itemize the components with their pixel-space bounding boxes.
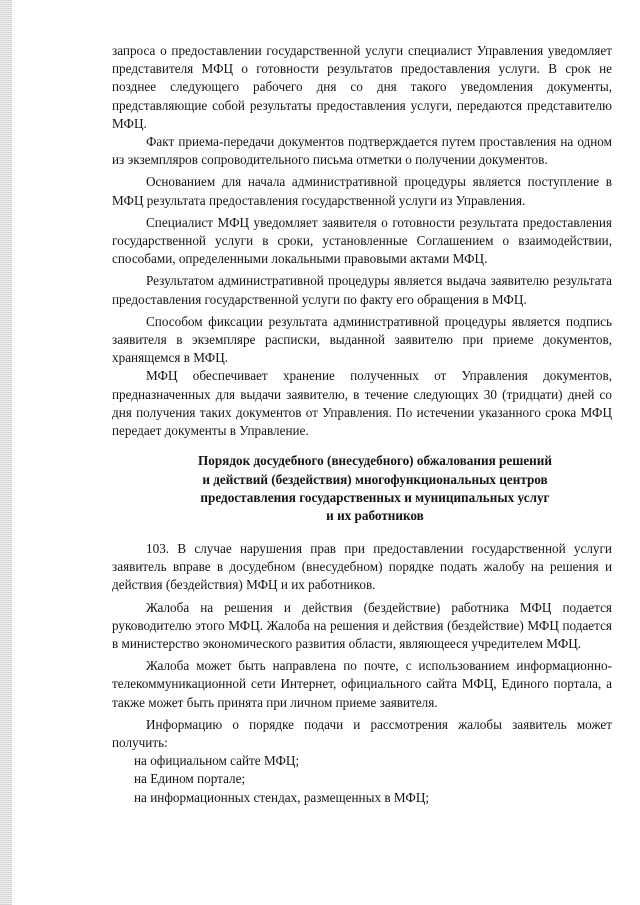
- section-heading: [112, 452, 612, 526]
- paragraph-storage: МФЦ обеспечивает хранение полученных от Управления документов, предназначенных для выдачи заявителю, в течение следующих 30 (тридцати) дней со дня получения таких документов от Управления. По истечении указанного срока МФЦ передает документы в Управление.: [112, 368, 612, 439]
- heading-line-3: предоставления государственных и муниципальных услуг: [200, 490, 550, 506]
- paragraph-notify: Специалист МФЦ уведомляет заявителя о готовности результата предоставления государственной услуги в сроки, установленные Соглашением о взаимодействии, способами, определенными локальными правовыми актами МФЦ.: [112, 214, 612, 267]
- heading-line-1: Порядок досудебного (внесудебного) обжалования решений: [198, 453, 552, 469]
- paragraph-result: Результатом административной процедуры является выдача заявителю результата предоставления государственной услуги по факту его обращения в МФЦ.: [112, 273, 612, 307]
- paragraph-info-sources: Информацию о порядке подачи и рассмотрения жалобы заявитель может получить:: [112, 716, 612, 750]
- heading-line-4: и их работников: [326, 508, 424, 524]
- scan-edge: [0, 0, 12, 905]
- paragraph-fixation: Способом фиксации результата административной процедуры является подпись заявителя в экземпляре расписки, выданной заявителю при приеме документов, хранящемся в МФЦ.: [112, 313, 612, 366]
- list-item-portal: на Едином портале;: [134, 771, 246, 787]
- heading-line-2: и действий (бездействия) многофункциональных центров: [202, 471, 548, 487]
- paragraph-transfer: Факт приема-передачи документов подтверждается путем проставления на одном из экземпляров сопроводительного письма отметки о получении документов.: [112, 134, 612, 168]
- list-item-stands: на информационных стендах, размещенных в МФЦ;: [134, 789, 430, 805]
- paragraph-continuation: запроса о предоставлении государственной услуги специалист Управления уведомляет представителя МФЦ о готовности результатов предоставления услуги. В срок не позднее следующего рабочего дня со дня такого уведомления документы, представляющие собой результаты предоставления услуги, передаются представителю МФЦ.: [112, 43, 612, 131]
- document-page: [112, 42, 612, 807]
- paragraph-complaint-channels: Жалоба может быть направлена по почте, с использованием информационно-телекоммуникационной сети Интернет, официального сайта МФЦ, Единого портала, а также может быть принята при личном приеме заявителя.: [112, 658, 612, 710]
- paragraph-103: 103. В случае нарушения прав при предоставлении государственной услуги заявитель вправе в досудебном (внесудебном) порядке подать жалобу на решения и действия (бездействия) МФЦ и их работников.: [112, 540, 612, 593]
- paragraph-complaint-target: Жалоба на решения и действия (бездействие) работника МФЦ подается руководителю этого МФЦ. Жалоба на решения и действия (бездействие) МФЦ подается в министерство экономического развития области, являющееся учредителем МФЦ.: [112, 599, 612, 651]
- paragraph-basis: Основанием для начала административной процедуры является поступление в МФЦ результата предоставления государственной услуги из Управления.: [112, 174, 612, 208]
- list-item-website: на официальном сайте МФЦ;: [134, 753, 300, 769]
